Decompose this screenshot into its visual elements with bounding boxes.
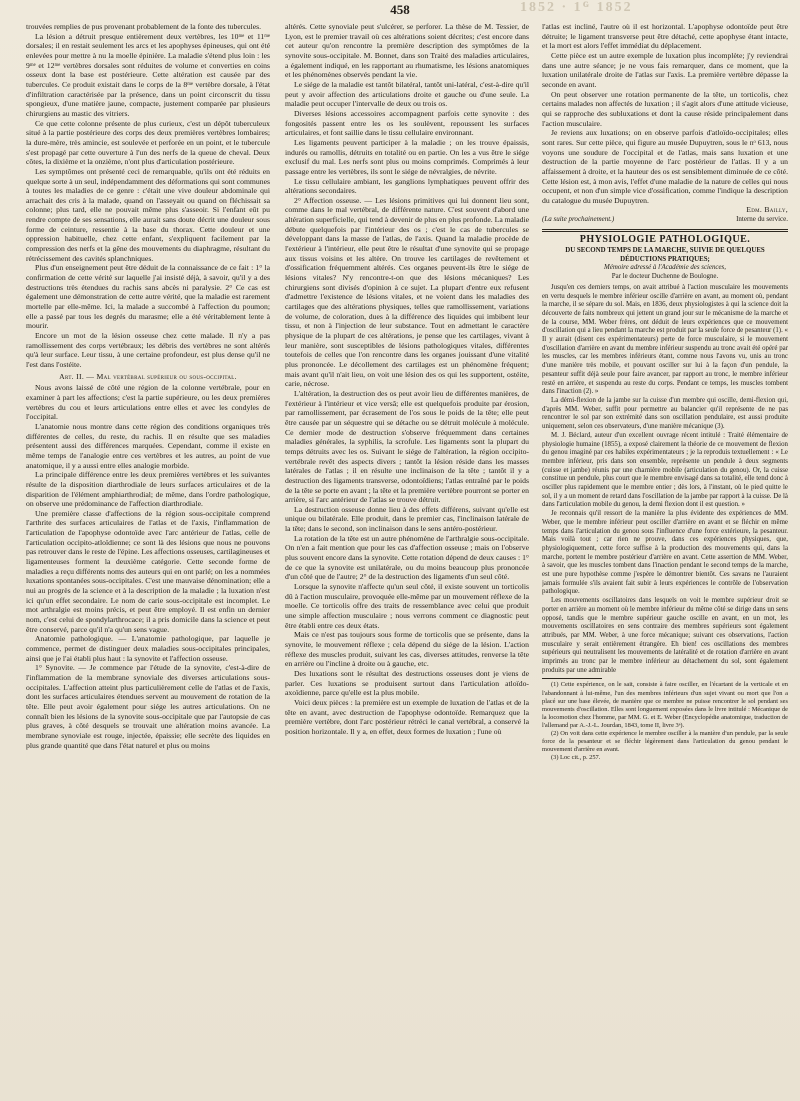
paragraph: La principale différence entre les deux premières vertèbres et les suivantes résulte de la disposition diarthrodiale de leurs surfaces articulaires et de la disparition de l'élément amphiarthrodial; de même, dans l'ordre pathologique, on observe une prédominance de l'affection diarthrodiale. [26, 470, 270, 509]
paragraph: Jusqu'en ces derniers temps, on avait attribué à l'action musculaire les mouvements en vertu desquels le membre inférieur oscille d'arrière en avant, au moment où, pendant la marche, il se sépare du sol. Mais, en 1836, deux physiologistes à qui la science doit la découverte de faits nombreux qui jettent un grand jour sur le mécanisme de la marche et de la course, MM. Weber frères, ont déduit de leurs expériences que ce mouvement d'oscillation qui a lieu pendant la marche est produit par la seule force de pesanteur (1). « Il y aurait (disent ces expérimentateurs) perte de force musculaire, si le mouvement d'oscillation d'arrière en avant du membre inférieur suspendu au tronc avait été opéré par les muscles, car les membres inférieurs étant, comme nous l'avons vu, unis au tronc d'une manière très mobile, et pouvant osciller sur lui à la façon d'un pendule, la pesanteur suffit déjà seule pour faire avancer, par rapport au tronc, le membre inférieur resté en arrière, et suspendu au reste du corps. Pendant ce temps, les muscles tombent dans l'inaction (2). » [542, 283, 788, 396]
paragraph: M. J. Béclard, auteur d'un excellent ouvrage récent intitulé : Traité élémentaire de physiologie humaine (1855), a exposé clairement la théorie de ce mouvement de flexion du genou imaginé par ces habiles expérimentateurs ; je la reproduis textuellement : « Le membre inférieur, pris dans son ensemble, représente un pendule à deux segments (cuisse et jambe) réunis par une charnière mobile (articulation du genou). Or, la cuisse constitue un pendule, plus court que le membre envisagé dans sa totalité, elle tend donc à osciller plus rapidement que le membre entier ; dès lors, à l'instant, où le pied quitte le sol, il y a un moment de retard dans l'oscillation de la jambe par rapport à la cuisse. De là dans l'articulation mobile du genou, la demi flexion dont il est question. » [542, 431, 788, 509]
paragraph: L'anatomie nous montre dans cette région des conditions organiques très différentes de celles, du reste, du rachis. Il en résulte que ses maladies présentent aussi des différences marquées. Cependant, comme il existe en même temps de l'analogie entre ces vertèbres et les autres, au point de vue anatomique, il y a aussi entre elles analogie morbide. [26, 421, 270, 470]
column-2 [285, 22, 529, 1094]
paragraph: 2° Affection osseuse. — Les lésions primitives qui lui donnent lieu sont, comme dans le mal vertébral, de différente nature. C'est souvent d'abord une altération superficielle, qui tend à devenir de plus en plus profonde. La maladie débute quelquefois par l'intérieur des os ; c'est le cas de tubercules se développant dans la masse de l'atlas, de l'axis. Quand la maladie procède de l'extérieur à l'intérieur, elle peut être le résultat d'une synovite qui se propage aux tissus voisins et les altère. On trouve les cartilages de revêtement et d'ossification fréquemment altérés. Ces organes peuvent-ils être le siége de lésions vitales? N'y rencontre-t-on que des lésions mécaniques? Les chirurgiens sont divisés d'opinion à ce sujet. La plupart d'entre eux refusent d'admettre l'existence de lésions vitales, et ne voient dans les maladies des cartilages que des altérations physiques, telles que ramollissement, variations de volume, de coloration, dues à la différence des liquides qui imbibent leur tissu, et non à l'injection de leur substance. Tout en admettant le caractère physique de la plupart de ces altérations, je pense que les cartilages, vivant à leur manière, sont susceptibles de lésions pathologiques vitales, différentes toutefois de celles que l'on rencontre dans les organes jouissant d'une vitalité plus prononcée. Le décollement des cartilages est un phénomène fréquent; mais avant qu'il n'ait lieu, on voit une lésion des os qui les supportent, ostéite, carie, nécrose. [285, 195, 529, 389]
page-number: 458 [390, 2, 410, 17]
footnote: (1) Cette expérience, on le sait, consiste à faire osciller, en l'écartant de la verticale et en l'abandonnant à lui-même, l'un des membres inférieurs d'un sujet vivant ou mort que l'on a placé sur une base élevée, de manière que ce membre ne puisse rencontrer le sol pendant ses mouvements d'oscillation. Elles sont longuement exposées dans le livre intitulé : Mécanique de la locomotion chez l'homme, par MM. G. et E. Weber (Encyclopédie anatomique, traduction de l'allemand par A.-J.-L. Jourdan, 1843, tome II, livre 3ᵉ). [542, 681, 788, 729]
paragraph: Les ligaments peuvent participer à la maladie ; on les trouve épaissis, indurés ou ramollis, détruits en totalité ou en partie. On les a vus être le siége exclusif du mal. Les nerfs sont plus ou moins comprimés. Comprimés à leur passage entre les vertèbres, ils sont le siége de névralgies, de névrite. [285, 137, 529, 176]
paragraph: On peut observer une rotation permanente de la tête, un torticolis, chez certains malades non affectés de luxation ; il s'agit alors d'une attitude vicieuse, qui se rapproche des subluxations et dont la cause réside principalement dans l'action musculaire. [542, 89, 788, 128]
paragraph: Une première classe d'affections de la région sous-occipitale comprend l'arthrite des surfaces articulaires de l'atlas et de l'axis, l'inflammation de l'articulation de l'apophyse odontoïde avec l'arc antérieur de l'atlas, celle de l'articulation occipito-atloïdienne; ce sont là des lésions que nous ne pouvons pas retrouver dans le reste de l'épine. Les affections osseuses, cartilagineuses et ligamenteuses forment la deuxième catégorie. Cette seconde forme de maladies a reçu différents noms des auteurs qui en ont parlé; on les a nommées luxations spontanées sous-occipitales. C'est une mauvaise dénomination; elle a nui au progrès de la science et à la description de la maladie ; la luxation n'est ici qu'un effet secondaire. Le nom de carie sous-occipitale est incomplet. Le mot arthralgie est moins précis, et peut être employé. Il est enfin un dernier nom, c'est celui de spondylarthrocace; il a pris domicile dans la science et peut être conservé, parce qu'il n'a qu'un sens vague. [26, 508, 270, 634]
paragraph: l'atlas est incliné, l'autre où il est horizontal. L'apophyse odontoïde peut être détruite; le ligament transverse peut être détaché, cette apophyse étant intacte, et la mort est alors l'effet immédiat du déplacement. [542, 22, 788, 51]
paragraph: Diverses lésions accessoires accompagnent parfois cette synovite : des fongosités passent entre les os les soulèvent, repoussent les surfaces articulaires, et font saillie dans le tissu cellulaire environnant. [285, 108, 529, 138]
section-divider [542, 229, 788, 232]
paragraph: L'altération, la destruction des os peut avoir lieu de différentes manières, de l'extérieur à l'intérieur et vice versâ; elle est quelquefois produite par érosion, par ramollissement, par écrasement de l'os sous le poids de la tête; elle peut être causée par un séquestre qui se détache ou se détruit molécule à molécule. Ce dernier mode de destruction s'observe fréquemment dans certaines maladies générales, la syphilis, la scrofule. Les ligaments sont la plupart du temps détruits avec les os. Suivant le siége de l'altération, la région occipito-vertébrale revêt des aspects divers ; tantôt la lésion réside dans les masses latérales de l'atlas ; il en résulte une inclinaison de la tête ; tantôt il y a destruction des ligaments transverse, odontoïdiens; l'atlas entraîné par le poids de la tête se porte en avant ; la tête et la première vertèbre pourront se porter en arrière, si l'arc antérieur de l'atlas se trouve détruit. [285, 388, 529, 505]
to-be-continued-note: (La suite prochainement.) [542, 215, 615, 224]
paragraph: Les symptômes ont présenté ceci de remarquable, qu'ils ont été réduits en quelque sorte à un seul, indépendamment des déformations qui sont communes à toutes les maladies de ce genre : c'était une vive douleur abdominale qui arrachait des cris à la malade, quand on l'asseyait ou quand on fléchissait sa colonne; plus tard, elle ne pouvait même plus s'asseoir. Si l'enfant eût pu rendre compte de ses sensations, elle aurait sans doute décrit une douleur sous forme de ceinture, ressentie à la base du thorax. Cette douleur et une oppression habituelle, chez cette enfant, s'expliquent facilement par la compression des nerfs et la gêne des mouvements du diaphragme, résultant du rétrécissement des cavités splanchniques. [26, 166, 270, 263]
paragraph: Le siége de la maladie est tantôt bilatéral, tantôt uni-latéral, c'est-à-dire qu'il peut y avoir affection des articulations droite et gauche ou d'une seule. La maladie peut occuper l'intervalle de deux ou trois os. [285, 79, 529, 109]
paragraph: La démi-flexion de la jambe sur la cuisse d'un membre qui oscille, demi-flexion qui, d'après MM. Weber, suffit pour permettre au balancier qu'il représente de ne pas rencontrer le sol par son extrémité dans son oscillation pendulaire, est aussi produite uniquement, selon ces observateurs, d'une manière mécanique (3). [542, 396, 788, 431]
author-role: Interne du service. [736, 215, 788, 224]
paragraph: La destruction osseuse donne lieu à des effets différens, suivant qu'elle est unique ou bilatérale. Elle produit, dans le premier cas, l'inclinaison latérale de la tête; dans le second, son inclinaison dans le sens antéro-postérieur. [285, 504, 529, 534]
paragraph: Plus d'un enseignement peut être déduit de la connaissance de ce fait : 1° la confirmation de cette vérité sur laquelle j'ai insisté déjà, à savoir, qu'il y a des destructions très étendues du rachis sans abcès ni paralysie. 2° Ce cas est également une démonstration de cette autre vérité, que la maladie est rarement mortelle par elle-même. Ici, la malade a succombé à l'affection du poumon; elle a passé par tous les degrés du marasme; elle a été véritablement lente à mourir. [26, 263, 270, 331]
column-3 [542, 22, 788, 1094]
section-title: PHYSIOLOGIE PATHOLOGIQUE. [579, 233, 751, 245]
column-1 [26, 22, 270, 1094]
footnote: (2) On voit dans cette expérience le membre osciller à la manière d'un pendule, par la seule force de la pesanteur et se fléchir légèrement dans l'articulation du genou pendant le mouvement d'arrière en avant. [542, 730, 788, 754]
paragraph: Cette pièce est un autre exemple de luxation plus incomplète; j'y reviendrai dans une autre séance; je ne vous fais remarquer, dans ce moment, que la luxation unilatérale droite de l'atlas sur l'axis. La première vertèbre dépasse la seconde en avant. [542, 50, 788, 89]
paragraph: Nous avons laissé de côté une région de la colonne vertébrale, pour en examiner à part les affections; c'est la partie supérieure, ou les deux premières vertèbres du cou et leurs articulations entre elles et avec les condyles de l'occipital. [26, 383, 270, 422]
paragraph: Ce que cette colonne présente de plus curieux, c'est un dépôt tuberculeux situé à la partie postérieure des corps des deux premières vertèbres lombaires; la dure-mère, très amincie, est soulevée et perforée en un point, et le tubercule s'est propagé par cette ouverture à l'un des nerfs de la queue de cheval. Deux côtes, la dixième et la onzième, n'ont plus d'articulation postérieure. [26, 118, 270, 167]
signature-line [542, 215, 788, 225]
paragraph: Mais ce n'est pas toujours sous forme de torticolis que se présente, dans la synovite, le mouvement réflexe ; cela dépend du siége de la lésion. L'action réflexe des muscles produit, suivant les cas, diverses attitudes, renverse la tête en arrière ou l'incline à droite ou à gauche, etc. [285, 630, 529, 669]
paragraph: altérés. Cette synoviale peut s'ulcérer, se perforer. La thèse de M. Tessier, de Lyon, est le premier travail où ces altérations soient décrites; c'est encore dans cet auteur qu'on rencontre la première description des symptômes de la synovite sous-occipitale. M. Bonnet, dans son Traité des maladies articulaires, a également indiqué, en les rapportant au rhumatisme, les lésions anatomiques et les phénomènes observés pendant la vie. [285, 22, 529, 80]
author-signature: Edm. Bailly, [746, 205, 788, 215]
paragraph: La rotation de la tête est un autre phénomène de l'arthralgie sous-occipitale. On n'en a fait mention que pour les cas d'affection osseuse ; mais on l'observe plus souvent encore dans la synovite. Cette rotation dépend de deux causes : 1° de ce que la synovite est unilatérale, ou du moins beaucoup plus prononcée d'un côté que de l'autre; 2° de la destruction des ligaments d'un seul côté. [285, 533, 529, 582]
paragraph: 1° Synovite. — Je commence par l'étude de la synovite, c'est-à-dire de l'inflammation de la membrane synoviale des diverses articulations sous-occipitales. L'affection atteint plus particulièrement celle de l'atlas et de l'axis, dont les surfaces articulaires étendues servent au mouvement de rotation de la tête. Elle peut avoir également pour siége les autres articulations. On ne connaît bien les lésions de la synovite sous-occipitale que par l'autopsie de cas plus graves, à côté desquels se trouvait une altération moins avancée. La membrane synoviale est rouge, injectée, épaissie; elle secrète des liquides en plus grande quantité que dans l'état naturel et plus ou moins [26, 663, 270, 750]
article-title: DU SECOND TEMPS DE LA MARCHE, SUIVIE DE QUELQUES DÉDUCTIONS PRATIQUES; [565, 247, 765, 263]
paragraph: Les mouvements oscillatoires dans lesquels on voit le membre supérieur droit se porter en arrière au moment où le membre inférieur du même côté se dirige dans un sens opposé, tandis que le membre supérieur gauche oscille en avant, en un mot, les mouvements oscillatoires en sens contraire des membres supérieurs sont également attribués, par MM. Weber, à une force mécanique; suivant ces observations, l'action musculaire y serait entièrement étrangère. Eh bien! ces oscillations des membres supérieurs qui neutralisent les mouvements de latéralité et de rotation d'arrière en avant imprimés au tronc par le membre inférieur au détachement du sol, sont également produits par une admirable [542, 597, 788, 674]
paragraph: Voici deux pièces : la première est un exemple de luxation de l'atlas et de la tête en avant, avec destruction de l'apophyse odontoïde. Remarquez que la première vertèbre, dont l'arc postérieur rétréci le canal vertébral, a conservé la position horizontale. Il y a, en effet, deux formes de luxation ; l'une où [285, 697, 529, 736]
faint-running-head: 1852 · 1ᴳ 1852 [520, 0, 633, 15]
paragraph: trouvées remplies de pus provenant probablement de la fonte des tubercules. [26, 22, 262, 31]
footnotes [542, 681, 788, 762]
paragraph: Je reconnais qu'il ressort de la manière la plus évidente des expériences de MM. Weber, que le membre inférieur peut osciller d'arrière en avant et se fléchir en même temps dans l'articulation du genou sous l'influence d'une force extérieure, la pesanteur. Mais voilà tout ; car rien ne prouve, dans ces expériences physiques, que, physiologiquement, cette force suffise à la production des mouvements qui, dans la marche, portent le membre postérieur d'arrière en avant. Cette assertion de MM. Weber, à savoir, que les muscles tombent dans l'inaction pendant le second temps de la marche, est une pure hypothèse comme j'espère le démontrer bientôt. Ces savans ne l'auraient jamais formulée s'ils avaient fait subir à leurs expériences le contrôle de l'observation pathologique. [542, 510, 788, 596]
paragraph: La lésion a détruit presque entièrement deux vertèbres, les 10ᵐᵉ et 11ᵐᵉ dorsales; il en restait seulement les arcs et les apophyses épineuses, qui ont été enlevées pour mettre à nu la moelle épinière. La maladie s'étend plus loin : les 9ᵐᵉ et 12ᵐᵉ vertèbres dorsales sont réduites de volume et converties en coins osseux dont la base est postérieure. Cette altération est causée par des tubercules. Ce produit existait dans le corps de la 8ᵐᵉ vertèbre dorsale, à l'état d'infiltration caractérisée par la présence, dans un point circonscrit du tissu spongieux, d'une matière jaune, compacte, justement comparée par plusieurs chirurgiens au mastic des vitriers. [26, 31, 270, 118]
article-subtitle: Mémoire adressé à l'Académie des sciences, [604, 264, 726, 272]
paragraph: Je reviens aux luxations; on en observe parfois d'atloïdo-occipitales; elles sont rares. Sur cette pièce, qui figure au musée Dupuytren, sous le nᵒ 613, nous voyons une soudure de l'occipital et de l'atlas, mais sans luxation et une destruction de la partie moyenne de l'arc postérieur de l'atlas. Il y a un affaissement à droite, et la hauteur des os est sensiblement diminuée de ce côté. Cette lésion est, à mon avis, l'effet d'une maladie de la nature de celles qui nous occupent, et non d'un simple vice d'ossification, comme l'indique la description du catalogue du musée Dupuytren. [542, 128, 788, 205]
article-author: Par le docteur Duchenne de Boulogne. [611, 273, 719, 281]
paragraph: Des luxations sont le résultat des destructions osseuses dont je viens de parler. Ces luxations se produisent surtout dans l'articulation atloïdo-axoïdienne, parce qu'elle est la plus mobile. [285, 668, 529, 698]
paragraph: Lorsque la synovite n'affecte qu'un seul côté, il existe souvent un torticolis dû à l'action musculaire, provoquée elle-même par un mouvement réflexe de la moelle. Ce torticolis offre des traits de ressemblance avec celui que produit une simple affection musculaire ; nous verrons comment ce diagnostic peut être établi entre ces deux états. [285, 582, 529, 630]
footnote: (3) Loc cit., p. 257. [551, 754, 601, 762]
article-heading: Art. II. — Mal vertébral supérieur ou sous-occipital. [59, 371, 237, 381]
paragraph: Anatomie pathologique. — L'anatomie pathologique, par laquelle je commence, permet de distinguer deux maladies sous-occipitales principales, ainsi que je l'ai établi plus haut : la synovite et l'affection osseuse. [26, 634, 270, 663]
paragraph: Le tissu cellulaire ambiant, les ganglions lymphatiques peuvent offrir des altérations secondaires. [285, 176, 529, 196]
footnote-divider [542, 678, 602, 679]
paragraph: Encore un mot de la lésion osseuse chez cette malade. Il n'y a pas ramollissement des corps vertébraux; les débris des vertèbres ne sont altérés qu'à leur surface. Leur tissu, à une certaine profondeur, est plus dense qu'il ne l'est dans l'ostéite. [26, 331, 270, 369]
